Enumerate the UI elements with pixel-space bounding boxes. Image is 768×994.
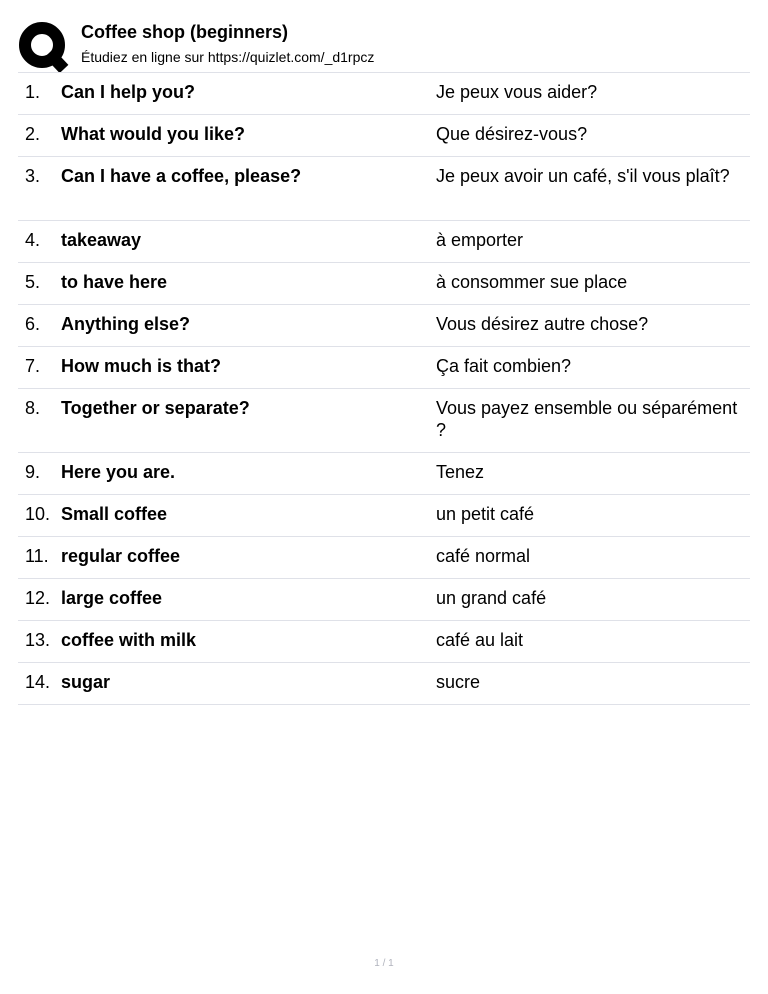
- term-row: [18, 221, 750, 263]
- term-number: 13.: [25, 630, 51, 650]
- term-text: large coffee: [61, 588, 163, 608]
- term-number: 6.: [25, 314, 41, 334]
- term-row: [18, 495, 750, 537]
- term-row: [18, 579, 750, 621]
- term-row: [18, 621, 750, 663]
- definition-text: un petit café: [436, 504, 535, 524]
- definition-text: à consommer sue place: [436, 272, 628, 292]
- term-text: Can I help you?: [61, 82, 196, 102]
- term-text: to have here: [61, 272, 168, 292]
- quizlet-logo-icon: [18, 20, 70, 72]
- term-number: 10.: [25, 504, 51, 524]
- definition-text: un grand café: [436, 588, 547, 608]
- term-text: Together or separate?: [61, 398, 250, 418]
- term-row: [18, 115, 750, 157]
- term-number: 9.: [25, 462, 41, 482]
- term-row: [18, 263, 750, 305]
- term-number: 7.: [25, 356, 41, 376]
- term-row: [18, 453, 750, 495]
- term-number: 12.: [25, 588, 51, 608]
- term-row: [18, 157, 750, 221]
- term-number: 1.: [25, 82, 41, 102]
- term-row: [18, 73, 750, 115]
- term-text: coffee with milk: [61, 630, 197, 650]
- page-indicator: 1 / 1: [374, 958, 394, 969]
- term-number: 8.: [25, 398, 41, 418]
- definition-text: café normal: [436, 546, 531, 566]
- term-row: [18, 347, 750, 389]
- term-text: regular coffee: [61, 546, 181, 566]
- term-number: 3.: [25, 166, 41, 186]
- term-number: 14.: [25, 672, 51, 692]
- term-row: [18, 389, 750, 453]
- term-number: 11.: [25, 546, 49, 566]
- term-list: [18, 72, 750, 705]
- term-text: sugar: [61, 672, 111, 692]
- term-number: 2.: [25, 124, 41, 144]
- term-text: What would you like?: [61, 124, 245, 144]
- term-text: Small coffee: [61, 504, 168, 524]
- term-text: Anything else?: [61, 314, 191, 334]
- term-text: How much is that?: [61, 356, 222, 376]
- term-number: 4.: [25, 230, 41, 250]
- definition-text: Que désirez-vous?: [436, 124, 588, 144]
- term-text: Can I have a coffee, please?: [61, 166, 302, 186]
- set-subtitle: Étudiez en ligne sur https://quizlet.com/_d1rpcz: [81, 49, 375, 65]
- term-text: takeaway: [61, 230, 142, 250]
- term-row: [18, 305, 750, 347]
- definition-text: café au lait: [436, 630, 524, 650]
- definition-text: Ça fait combien?: [436, 356, 572, 376]
- definition-text: Vous désirez autre chose?: [436, 314, 649, 334]
- term-row: [18, 663, 750, 705]
- definition-text: Je peux vous aider?: [436, 82, 598, 102]
- set-title: Coffee shop (beginners): [81, 22, 289, 42]
- definition-text: Vous payez ensemble ou séparément ?: [436, 398, 738, 440]
- definition-text: à emporter: [436, 230, 524, 250]
- definition-text: sucre: [436, 672, 481, 692]
- document-header: [18, 18, 750, 70]
- term-row: [18, 537, 750, 579]
- definition-text: Tenez: [436, 462, 485, 482]
- term-text: Here you are.: [61, 462, 176, 482]
- term-number: 5.: [25, 272, 41, 292]
- definition-text: Je peux avoir un café, s'il vous plaît?: [436, 166, 730, 186]
